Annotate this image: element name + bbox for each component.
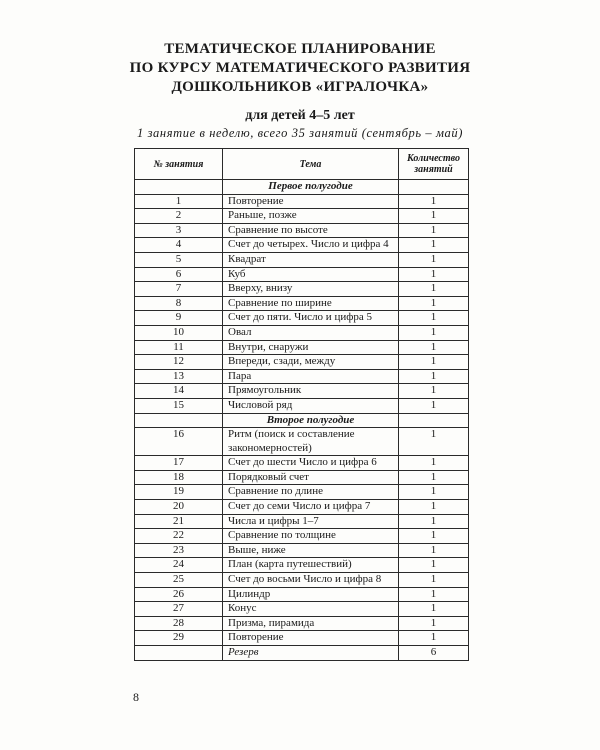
title-line-1: ТЕМАТИЧЕСКОЕ ПЛАНИРОВАНИЕ <box>164 41 436 57</box>
lesson-count: 1 <box>399 355 469 370</box>
table-row <box>135 529 469 544</box>
lesson-topic: Счет до восьми Число и цифра 8 <box>223 573 399 588</box>
lesson-count: 1 <box>399 587 469 602</box>
lesson-number: 18 <box>135 470 223 485</box>
lesson-count: 1 <box>399 631 469 646</box>
section-count-cell <box>399 413 469 428</box>
lesson-number: 22 <box>135 529 223 544</box>
page-title <box>0 40 600 97</box>
table-row <box>135 602 469 617</box>
lesson-topic: Числовой ряд <box>223 398 399 413</box>
lesson-number: 28 <box>135 616 223 631</box>
lesson-count: 1 <box>399 456 469 471</box>
lesson-count: 1 <box>399 296 469 311</box>
lesson-topic: Впереди, сзади, между <box>223 355 399 370</box>
table-row <box>135 616 469 631</box>
table-header-row <box>135 149 469 180</box>
lesson-count: 1 <box>399 616 469 631</box>
table-row <box>135 325 469 340</box>
section-label: Первое полугодие <box>223 180 399 195</box>
lesson-count: 1 <box>399 384 469 399</box>
lesson-topic: План (карта путешествий) <box>223 558 399 573</box>
section-num-cell <box>135 180 223 195</box>
table-row <box>135 456 469 471</box>
lesson-number: 9 <box>135 311 223 326</box>
lesson-count: 1 <box>399 238 469 253</box>
table-row <box>135 631 469 646</box>
header-number: № занятия <box>135 149 223 180</box>
section-label: Второе полугодие <box>223 413 399 428</box>
lesson-count: 1 <box>399 340 469 355</box>
header-count: Количество занятий <box>399 149 469 180</box>
lesson-count: 1 <box>399 428 469 456</box>
table-row <box>135 558 469 573</box>
title-line-3: ДОШКОЛЬНИКОВ «ИГРАЛОЧКА» <box>171 79 429 95</box>
table-row <box>135 296 469 311</box>
lesson-number: 26 <box>135 587 223 602</box>
lesson-count: 1 <box>399 325 469 340</box>
lesson-number: 13 <box>135 369 223 384</box>
reserve-label: Резерв <box>223 646 399 661</box>
age-subtitle: для детей 4–5 лет <box>245 108 355 123</box>
table-row <box>135 311 469 326</box>
lesson-count: 1 <box>399 194 469 209</box>
lesson-topic: Призма, пирамида <box>223 616 399 631</box>
lesson-topic: Выше, ниже <box>223 543 399 558</box>
lesson-number: 2 <box>135 209 223 224</box>
lesson-count: 1 <box>399 223 469 238</box>
table-row <box>135 282 469 297</box>
lesson-count: 1 <box>399 209 469 224</box>
lesson-topic: Куб <box>223 267 399 282</box>
lesson-topic: Сравнение по ширине <box>223 296 399 311</box>
table-row <box>135 500 469 515</box>
lesson-number: 8 <box>135 296 223 311</box>
lesson-number: 15 <box>135 398 223 413</box>
schedule-note: 1 занятие в неделю, всего 35 занятий (сентябрь – май) <box>137 126 463 140</box>
reserve-row <box>135 646 469 661</box>
lesson-topic: Повторение <box>223 194 399 209</box>
lesson-count: 1 <box>399 514 469 529</box>
lesson-topic: Пара <box>223 369 399 384</box>
lesson-topic: Сравнение по толщине <box>223 529 399 544</box>
lesson-count: 1 <box>399 558 469 573</box>
lesson-number: 25 <box>135 573 223 588</box>
lesson-number: 17 <box>135 456 223 471</box>
planning-table <box>134 148 469 661</box>
section-row-second-half <box>135 413 469 428</box>
table-row <box>135 587 469 602</box>
lesson-number: 5 <box>135 252 223 267</box>
lesson-number: 14 <box>135 384 223 399</box>
lesson-topic: Внутри, снаружи <box>223 340 399 355</box>
lesson-count: 1 <box>399 543 469 558</box>
lesson-number: 1 <box>135 194 223 209</box>
lesson-count: 1 <box>399 252 469 267</box>
lesson-topic: Вверху, внизу <box>223 282 399 297</box>
lesson-topic: Числа и цифры 1–7 <box>223 514 399 529</box>
table-row <box>135 223 469 238</box>
header-topic: Тема <box>223 149 399 180</box>
lesson-topic: Овал <box>223 325 399 340</box>
lesson-number: 24 <box>135 558 223 573</box>
table-row <box>135 485 469 500</box>
lesson-number: 7 <box>135 282 223 297</box>
lesson-topic: Сравнение по высоте <box>223 223 399 238</box>
lesson-count: 1 <box>399 282 469 297</box>
lesson-topic: Цилиндр <box>223 587 399 602</box>
lesson-topic: Счет до пяти. Число и цифра 5 <box>223 311 399 326</box>
table-row <box>135 384 469 399</box>
lesson-number: 19 <box>135 485 223 500</box>
section-row-first-half <box>135 180 469 195</box>
table-row <box>135 543 469 558</box>
lesson-count: 1 <box>399 485 469 500</box>
reserve-num-cell <box>135 646 223 661</box>
lesson-number: 10 <box>135 325 223 340</box>
lesson-count: 1 <box>399 573 469 588</box>
lesson-number: 3 <box>135 223 223 238</box>
lesson-number: 16 <box>135 428 223 456</box>
lesson-count: 1 <box>399 369 469 384</box>
page-number: 8 <box>133 690 139 704</box>
lesson-number: 20 <box>135 500 223 515</box>
table-row <box>135 470 469 485</box>
lesson-count: 1 <box>399 602 469 617</box>
table-row <box>135 514 469 529</box>
section-count-cell <box>399 180 469 195</box>
table-row <box>135 252 469 267</box>
lesson-number: 21 <box>135 514 223 529</box>
table-row <box>135 369 469 384</box>
table-row <box>135 238 469 253</box>
lesson-count: 1 <box>399 398 469 413</box>
lesson-number: 23 <box>135 543 223 558</box>
lesson-count: 1 <box>399 500 469 515</box>
lesson-count: 1 <box>399 267 469 282</box>
lesson-topic: Квадрат <box>223 252 399 267</box>
lesson-topic: Счет до семи Число и цифра 7 <box>223 500 399 515</box>
lesson-topic: Счет до шести Число и цифра 6 <box>223 456 399 471</box>
lesson-topic: Сравнение по длине <box>223 485 399 500</box>
lesson-topic: Конус <box>223 602 399 617</box>
table-row <box>135 573 469 588</box>
reserve-count: 6 <box>399 646 469 661</box>
table-row <box>135 209 469 224</box>
table-body <box>135 180 469 661</box>
lesson-count: 1 <box>399 529 469 544</box>
lesson-topic: Повторение <box>223 631 399 646</box>
lesson-number: 12 <box>135 355 223 370</box>
title-line-2: ПО КУРСУ МАТЕМАТИЧЕСКОГО РАЗВИТИЯ <box>129 60 471 76</box>
table-row <box>135 194 469 209</box>
table-row <box>135 398 469 413</box>
lesson-number: 6 <box>135 267 223 282</box>
lesson-topic: Ритм (поиск и составление закономерностей) <box>223 428 399 456</box>
section-num-cell <box>135 413 223 428</box>
lesson-topic: Раньше, позже <box>223 209 399 224</box>
lesson-count: 1 <box>399 311 469 326</box>
table-row <box>135 267 469 282</box>
lesson-topic: Порядковый счет <box>223 470 399 485</box>
lesson-topic: Счет до четырех. Число и цифра 4 <box>223 238 399 253</box>
lesson-count: 1 <box>399 470 469 485</box>
lesson-number: 27 <box>135 602 223 617</box>
lesson-topic: Прямоугольник <box>223 384 399 399</box>
table-row <box>135 428 469 456</box>
table-row <box>135 340 469 355</box>
table-row <box>135 355 469 370</box>
lesson-number: 4 <box>135 238 223 253</box>
lesson-number: 11 <box>135 340 223 355</box>
lesson-number: 29 <box>135 631 223 646</box>
